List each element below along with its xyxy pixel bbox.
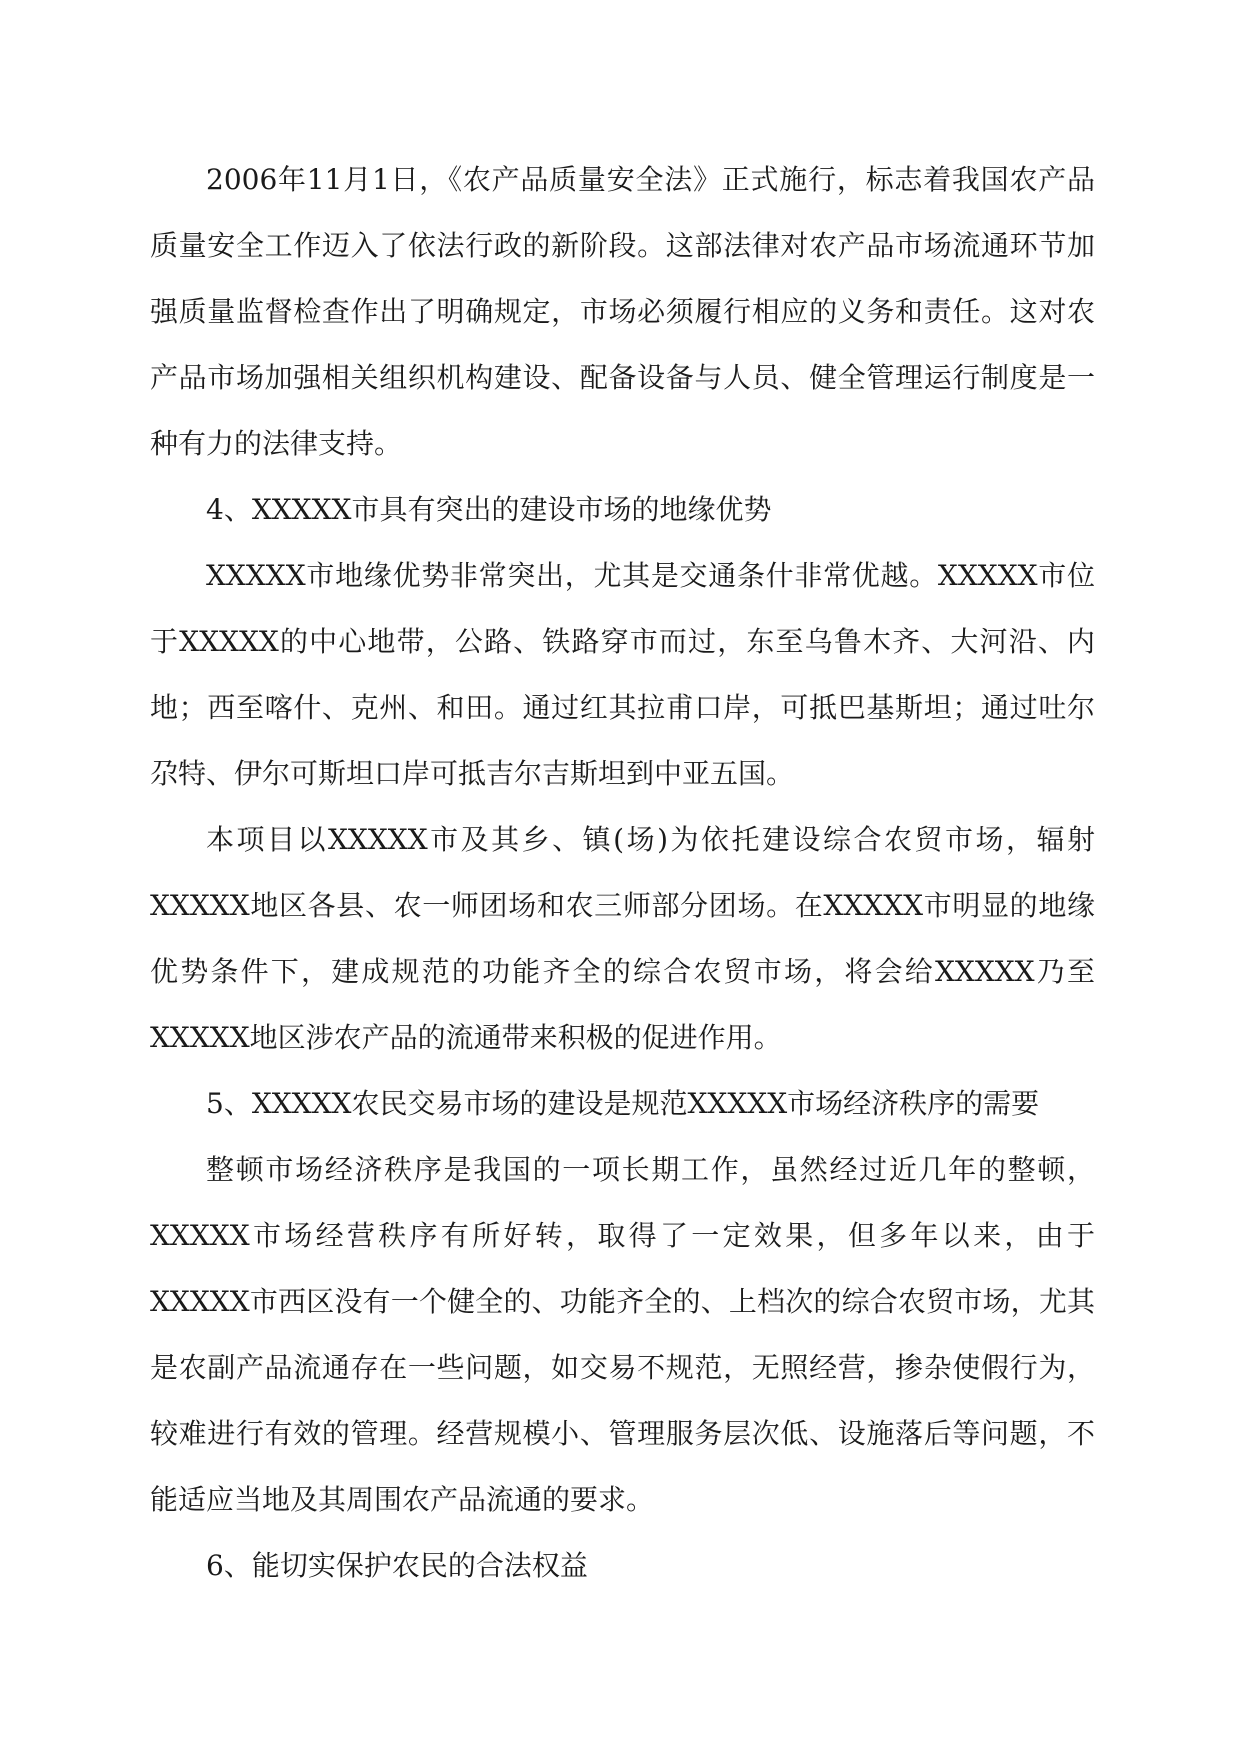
- section-heading-6: 6、能切实保护农民的合法权益: [206, 1549, 588, 1582]
- section-heading-5: 5、XXXXX农民交易市场的建设是规范XXXXX市场经济秩序的需要: [206, 1087, 1040, 1120]
- document-body: [150, 147, 1095, 1599]
- paragraph-law-enforcement: 2006年11月1日，《农产品质量安全法》正式施行，标志着我国农产品质量安全工作迈入了依法行政的新阶段。这部法律对农产品市场流通环节加强质量监督检查作出了明确规定，市场必须履行相应的义务和责任。这对农产品市场加强相关组织机构建设、配备设备与人员、健全管理运行制度是一种有力的法律支持。: [150, 163, 1095, 460]
- paragraph-project-scope: 本项目以XXXXX市及其乡、镇(场)为依托建设综合农贸市场，辐射XXXXX地区各县、农一师团场和农三师部分团场。在XXXXX市明显的地缘优势条件下，建成规范的功能齐全的综合农贸市场，将会给XXXXX乃至XXXXX地区涉农产品的流通带来积极的促进作用。: [150, 823, 1095, 1054]
- paragraph-market-order: 整顿市场经济秩序是我国的一项长期工作，虽然经过近几年的整顿，XXXXX市场经营秩序有所好转，取得了一定效果，但多年以来，由于XXXXX市西区没有一个健全的、功能齐全的、上档次的综合农贸市场，尤其是农副产品流通存在一些问题，如交易不规范，无照经营，掺杂使假行为，较难进行有效的管理。经营规模小、管理服务层次低、设施落后等问题，不能适应当地及其周围农产品流通的要求。: [150, 1153, 1095, 1516]
- section-heading-4: 4、XXXXX市具有突出的建设市场的地缘优势: [206, 493, 772, 526]
- paragraph-geographic-advantage: XXXXX市地缘优势非常突出，尤其是交通条什非常优越。XXXXX市位于XXXXX的中心地带，公路、铁路穿市而过，东至乌鲁木齐、大河沿、内地；西至喀什、克州、和田。通过红其拉甫口岸，可抵巴基斯坦；通过吐尔尕特、伊尔可斯坦口岸可抵吉尔吉斯坦到中亚五国。: [150, 559, 1095, 790]
